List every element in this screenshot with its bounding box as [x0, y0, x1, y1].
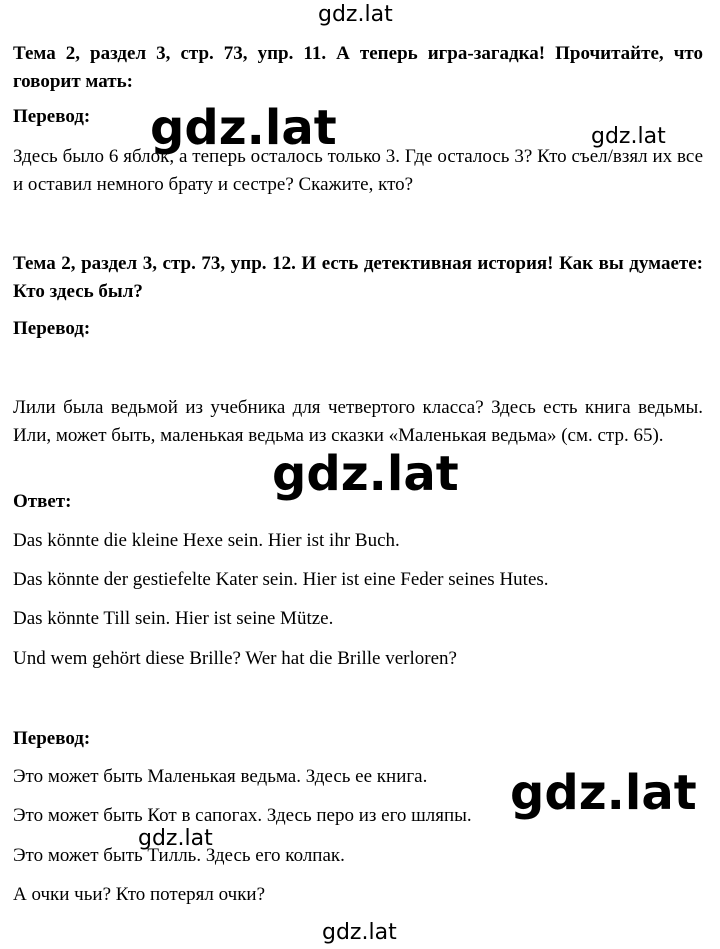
watermark-large-3: gdz.lat: [510, 765, 697, 821]
watermark-large-1: gdz.lat: [150, 100, 337, 156]
answer-translation-line-2: Это может быть Кот в сапогах. Здесь перо из его шляпы.: [13, 805, 472, 826]
answer-translation-label: Перевод:: [13, 728, 91, 749]
exercise-12-answer-label: Ответ:: [13, 491, 72, 512]
watermark-large-2: gdz.lat: [272, 446, 459, 502]
answer-line-4: Und wem gehört diese Brille? Wer hat die Brille verloren?: [13, 648, 457, 669]
watermark-bottom: gdz.lat: [322, 920, 397, 945]
exercise-12-heading: Тема 2, раздел 3, стр. 73, упр. 12. И есть детективная история! Как вы думаете: Кто здесь был?: [13, 253, 703, 302]
answer-translation-line-4: А очки чьи? Кто потерял очки?: [13, 884, 266, 905]
answer-line-1: Das könnte die kleine Hexe sein. Hier ist ihr Buch.: [13, 530, 400, 551]
answer-translation-line-1: Это может быть Маленькая ведьма. Здесь ее книга.: [13, 766, 428, 787]
watermark-top: gdz.lat: [318, 2, 393, 27]
exercise-11-translation-label: Перевод:: [13, 106, 91, 127]
watermark-right: gdz.lat: [591, 124, 666, 149]
answer-line-3: Das könnte Till sein. Hier ist seine Mütze.: [13, 608, 334, 629]
exercise-11-translation-text: Здесь было 6 яблок, а теперь осталось только 3. Где осталось 3? Кто съел/взял их все и оставил немного брату и сестре? Скажите, кто?: [13, 146, 703, 195]
exercise-12-translation-text: Лили была ведьмой из учебника для четвертого класса? Здесь есть книга ведьмы. Или, может быть, маленькая ведьма из сказки «Маленькая ведьма» (см. стр. 65).: [13, 397, 703, 446]
answer-translation-line-3: Это может быть Тилль. Здесь его колпак.: [13, 845, 345, 866]
exercise-11-heading: Тема 2, раздел 3, стр. 73, упр. 11. А теперь игра-загадка! Прочитайте, что говорит мать:: [13, 43, 703, 92]
watermark-left: gdz.lat: [138, 826, 213, 851]
answer-line-2: Das könnte der gestiefelte Kater sein. Hier ist eine Feder seines Hutes.: [13, 569, 549, 590]
exercise-12-translation-label: Перевод:: [13, 318, 91, 339]
